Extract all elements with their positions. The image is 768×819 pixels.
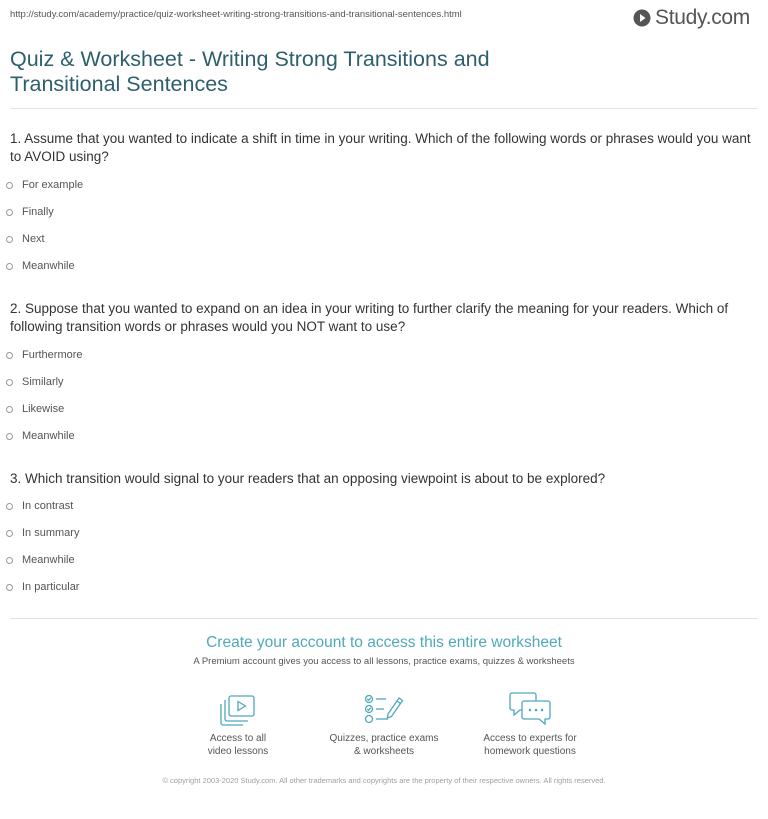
- question-text: 2. Suppose that you wanted to expand on an idea in your writing to further clarify the meaning for your readers. Which of following transition words or phrases would you NOT want to use?: [10, 301, 729, 334]
- cta-subtitle: A Premium account gives you access to all lessons, practice exams, quizzes & worksheets: [193, 656, 575, 667]
- copyright-notice: © copyright 2003-2020 Study.com. All other trademarks and copyrights are the property of their respective owners. All rights reserved.: [162, 776, 606, 785]
- answer-option[interactable]: [6, 403, 64, 415]
- study-logo-icon: [633, 9, 651, 27]
- answer-option[interactable]: [6, 179, 83, 191]
- radio-button[interactable]: [6, 352, 13, 359]
- radio-button[interactable]: [6, 433, 13, 440]
- answer-label: Finally: [22, 206, 54, 218]
- question-text: 1. Assume that you wanted to indicate a shift in time in your writing. Which of the following words or phrases would you want to AVOID using?: [10, 131, 751, 164]
- question-3: [10, 470, 758, 488]
- feature-label-line2: video lessons: [207, 746, 269, 757]
- page-url: http://study.com/academy/practice/quiz-worksheet-writing-strong-transitions-and-transitional-sentences.html: [10, 9, 462, 20]
- title-divider: [10, 108, 758, 109]
- feature-label-line2: homework questions: [484, 746, 576, 757]
- answer-option[interactable]: [6, 233, 45, 245]
- radio-button[interactable]: [6, 530, 13, 537]
- answer-option[interactable]: [6, 500, 73, 512]
- study-logo[interactable]: [633, 6, 750, 30]
- answer-option[interactable]: [6, 581, 79, 593]
- logo-text: Study.com: [655, 6, 750, 29]
- answer-label: Next: [22, 233, 45, 245]
- cta-divider: [10, 618, 758, 619]
- answer-label: Meanwhile: [22, 554, 75, 566]
- page-title: Quiz & Worksheet - Writing Strong Transitions and Transitional Sentences: [10, 47, 490, 96]
- answer-label: Meanwhile: [22, 260, 75, 272]
- radio-button[interactable]: [6, 379, 13, 386]
- feature-label-line2: & worksheets: [353, 746, 415, 757]
- question-2: [10, 300, 758, 336]
- feature-quizzes: [304, 690, 464, 758]
- feature-label-line1: Quizzes, practice exams: [329, 733, 439, 744]
- question-1: [10, 130, 758, 166]
- answer-label: Meanwhile: [22, 430, 75, 442]
- answer-option[interactable]: [6, 376, 64, 388]
- radio-button[interactable]: [6, 209, 13, 216]
- answer-option[interactable]: [6, 554, 75, 566]
- cta-title-link[interactable]: Create your account to access this entire worksheet: [206, 634, 562, 651]
- radio-button[interactable]: [6, 584, 13, 591]
- answer-label: In summary: [22, 527, 80, 539]
- answer-label: Similarly: [22, 376, 64, 388]
- radio-button[interactable]: [6, 263, 13, 270]
- radio-button[interactable]: [6, 406, 13, 413]
- video-lesson-icon: [220, 694, 256, 726]
- feature-label-line1: Access to experts for: [483, 733, 577, 744]
- quiz-checklist-icon: [364, 694, 404, 726]
- answer-label: Furthermore: [22, 349, 83, 361]
- answer-option[interactable]: [6, 206, 54, 218]
- radio-button[interactable]: [6, 236, 13, 243]
- answer-option[interactable]: [6, 527, 79, 539]
- answer-option[interactable]: [6, 349, 83, 361]
- radio-button[interactable]: [6, 182, 13, 189]
- feature-label-line1: Access to all: [209, 733, 267, 744]
- radio-button[interactable]: [6, 503, 13, 510]
- answer-option[interactable]: [6, 260, 75, 272]
- feature-experts: [450, 690, 610, 758]
- answer-option[interactable]: [6, 430, 75, 442]
- answer-label: In particular: [22, 581, 80, 593]
- answer-label: Likewise: [22, 403, 65, 415]
- chat-bubbles-icon: [508, 692, 552, 726]
- answer-label: In contrast: [22, 500, 74, 512]
- question-text: 3. Which transition would signal to your readers that an opposing viewpoint is about to be explored?: [10, 471, 606, 486]
- feature-video-lessons: [158, 690, 318, 758]
- answer-label: For example: [22, 179, 84, 191]
- radio-button[interactable]: [6, 557, 13, 564]
